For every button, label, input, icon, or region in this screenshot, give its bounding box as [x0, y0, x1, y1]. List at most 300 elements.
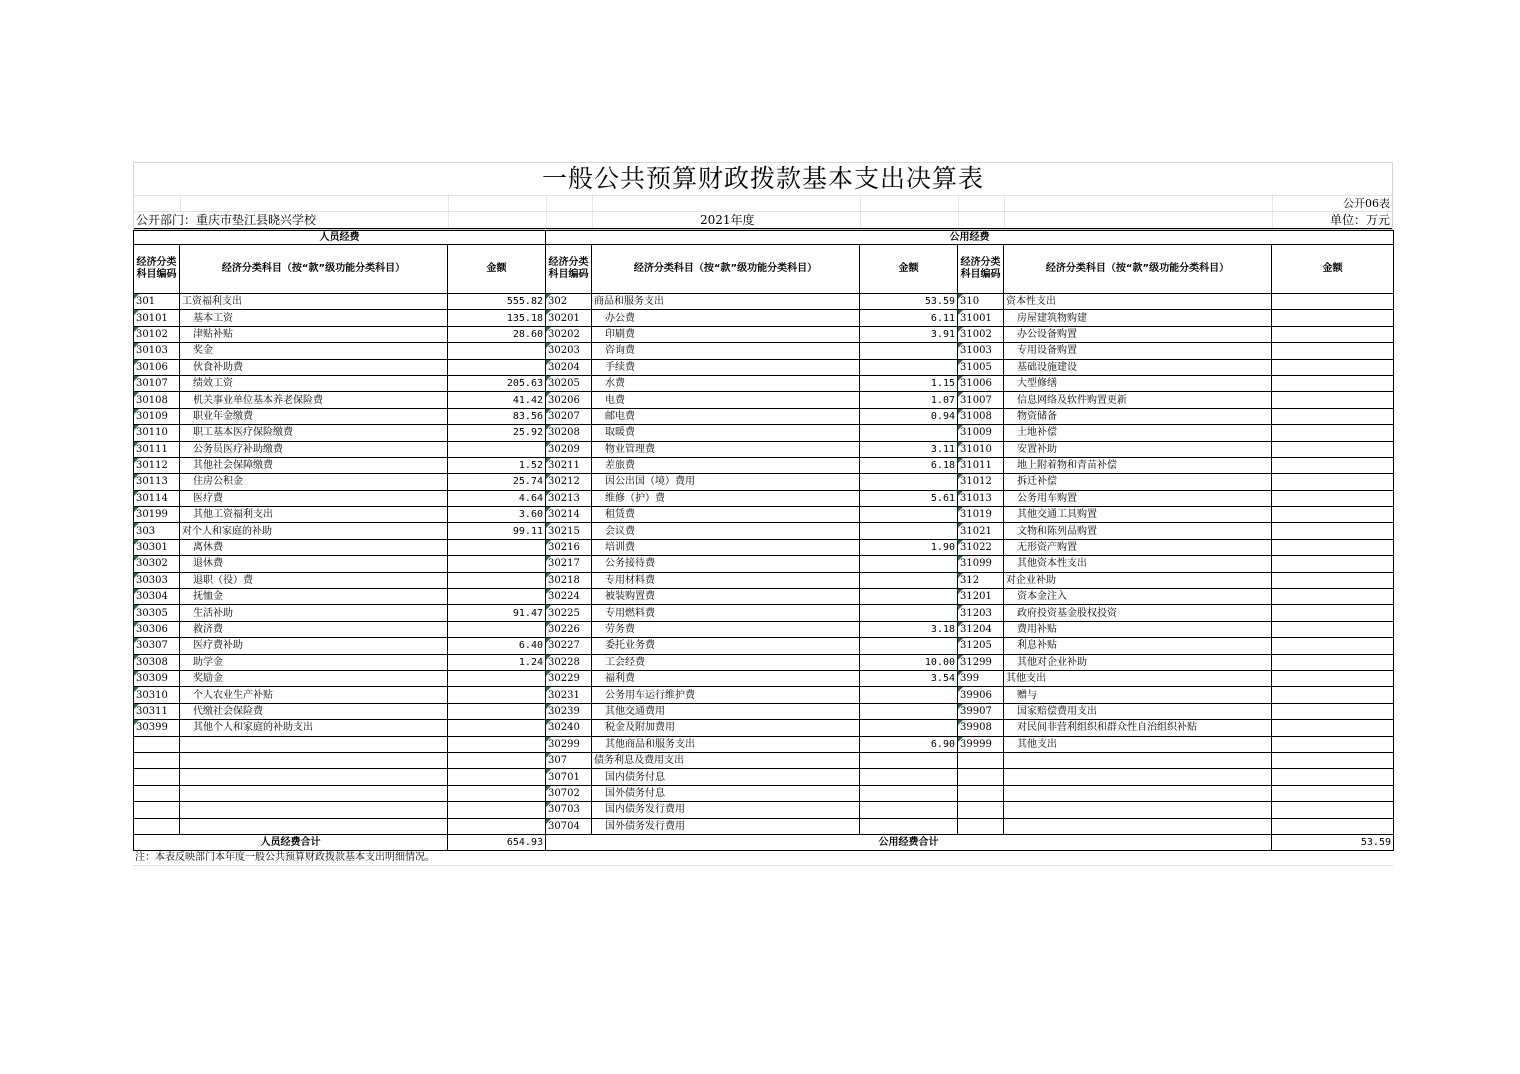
amount: 83.56 [448, 408, 546, 424]
category-code: 30240 [546, 720, 592, 736]
expense-table [133, 230, 1394, 851]
category-name: 其他工资福利支出 [180, 507, 448, 523]
amount [1272, 638, 1394, 654]
category-name: 助学金 [180, 654, 448, 670]
category-name: 印刷费 [592, 326, 860, 342]
category-code: 30102 [134, 326, 180, 342]
category-code: 30211 [546, 457, 592, 473]
category-name: 退职（役）费 [180, 572, 448, 588]
amount [1272, 720, 1394, 736]
amount [860, 802, 958, 818]
category-name: 税金及附加费用 [592, 720, 860, 736]
amount [860, 343, 958, 359]
amount [448, 572, 546, 588]
table-row [134, 654, 1394, 670]
category-code: 307 [546, 752, 592, 768]
category-name: 拆迁补偿 [1004, 474, 1272, 490]
table-row [134, 752, 1394, 768]
table-row [134, 785, 1394, 801]
amount [860, 818, 958, 834]
table-row [134, 605, 1394, 621]
category-code: 30304 [134, 589, 180, 605]
category-name: 劳务费 [592, 621, 860, 637]
category-name: 职工基本医疗保险缴费 [180, 425, 448, 441]
category-name: 其他支出 [1004, 736, 1272, 752]
category-name: 基础设施建设 [1004, 359, 1272, 375]
meta-row [134, 212, 1392, 229]
category-code: 30217 [546, 556, 592, 572]
category-name: 基本工资 [180, 310, 448, 326]
amount [1272, 556, 1394, 572]
amount [860, 589, 958, 605]
category-code: 31205 [958, 638, 1004, 654]
public-total-amount: 53.59 [1272, 834, 1394, 850]
amount [448, 720, 546, 736]
category-name: 退休费 [180, 556, 448, 572]
category-code: 30209 [546, 441, 592, 457]
sheet-header [133, 162, 1393, 230]
category-name: 维修（护）费 [592, 490, 860, 506]
amount: 1.52 [448, 457, 546, 473]
category-name [1004, 769, 1272, 785]
category-name [1004, 818, 1272, 834]
category-code [134, 785, 180, 801]
table-row [134, 720, 1394, 736]
category-name: 专用设备购置 [1004, 343, 1272, 359]
category-code: 30213 [546, 490, 592, 506]
category-code [958, 818, 1004, 834]
amount [1272, 736, 1394, 752]
amount [448, 589, 546, 605]
category-code: 30114 [134, 490, 180, 506]
category-code [958, 769, 1004, 785]
amount [860, 556, 958, 572]
category-name: 专用材料费 [592, 572, 860, 588]
category-code: 31019 [958, 507, 1004, 523]
amount [1272, 359, 1394, 375]
amount [1272, 621, 1394, 637]
category-code: 30703 [546, 802, 592, 818]
category-code [134, 736, 180, 752]
category-name: 其他对企业补助 [1004, 654, 1272, 670]
amount [860, 638, 958, 654]
amount [1272, 654, 1394, 670]
category-name: 其他支出 [1004, 670, 1272, 686]
amount [1272, 507, 1394, 523]
amount [860, 507, 958, 523]
category-code: 30212 [546, 474, 592, 490]
category-code: 30299 [546, 736, 592, 752]
table-row [134, 359, 1394, 375]
category-code: 39908 [958, 720, 1004, 736]
category-name: 机关事业单位基本养老保险费 [180, 392, 448, 408]
amount: 1.24 [448, 654, 546, 670]
category-code: 31008 [958, 408, 1004, 424]
category-name: 对个人和家庭的补助 [180, 523, 448, 539]
category-name: 救济费 [180, 621, 448, 637]
category-name: 其他社会保障缴费 [180, 457, 448, 473]
col-header-amount: 金额 [1272, 245, 1394, 294]
category-name: 无形资产购置 [1004, 539, 1272, 555]
table-row [134, 392, 1394, 408]
category-name: 医疗费 [180, 490, 448, 506]
category-name: 物资储备 [1004, 408, 1272, 424]
table-row [134, 769, 1394, 785]
table-row [134, 408, 1394, 424]
amount [860, 720, 958, 736]
category-code: 31006 [958, 375, 1004, 391]
category-name: 费用补贴 [1004, 621, 1272, 637]
amount [448, 752, 546, 768]
category-name: 奖励金 [180, 670, 448, 686]
amount [860, 785, 958, 801]
category-code: 39999 [958, 736, 1004, 752]
category-code: 31013 [958, 490, 1004, 506]
category-code: 30702 [546, 785, 592, 801]
category-name: 文物和陈列品购置 [1004, 523, 1272, 539]
table-row [134, 589, 1394, 605]
category-code [958, 785, 1004, 801]
category-name: 伙食补助费 [180, 359, 448, 375]
category-code: 31005 [958, 359, 1004, 375]
personnel-total-label: 人员经费合计 [134, 834, 448, 850]
category-name: 国外债务付息 [592, 785, 860, 801]
category-code: 30308 [134, 654, 180, 670]
category-code: 303 [134, 523, 180, 539]
amount [1272, 802, 1394, 818]
category-name: 邮电费 [592, 408, 860, 424]
table-row [134, 375, 1394, 391]
amount [860, 425, 958, 441]
category-name: 赠与 [1004, 687, 1272, 703]
table-row [134, 818, 1394, 834]
category-name [180, 785, 448, 801]
amount: 1.07 [860, 392, 958, 408]
amount: 5.61 [860, 490, 958, 506]
table-row [134, 703, 1394, 719]
category-code: 30310 [134, 687, 180, 703]
col-header-name: 经济分类科目（按“款”级功能分类科目） [180, 245, 448, 294]
amount [860, 752, 958, 768]
amount [448, 556, 546, 572]
amount [1272, 752, 1394, 768]
category-code: 30704 [546, 818, 592, 834]
table-row [134, 687, 1394, 703]
category-code: 30203 [546, 343, 592, 359]
category-name: 工资福利支出 [180, 294, 448, 310]
category-name: 土地补偿 [1004, 425, 1272, 441]
category-name: 商品和服务支出 [592, 294, 860, 310]
category-name: 津贴补贴 [180, 326, 448, 342]
amount [860, 703, 958, 719]
table-row [134, 326, 1394, 342]
amount [448, 343, 546, 359]
category-code: 30301 [134, 539, 180, 555]
table-row [134, 802, 1394, 818]
category-code: 30306 [134, 621, 180, 637]
category-name: 办公设备购置 [1004, 326, 1272, 342]
category-name: 培训费 [592, 539, 860, 555]
category-code: 30307 [134, 638, 180, 654]
category-code: 30228 [546, 654, 592, 670]
amount: 6.11 [860, 310, 958, 326]
category-name: 水费 [592, 375, 860, 391]
amount [1272, 572, 1394, 588]
category-code: 30205 [546, 375, 592, 391]
table-row [134, 441, 1394, 457]
amount [1272, 343, 1394, 359]
amount [1272, 441, 1394, 457]
category-name: 医疗费补助 [180, 638, 448, 654]
category-code: 30202 [546, 326, 592, 342]
category-name: 地上附着物和青苗补偿 [1004, 457, 1272, 473]
table-row [134, 523, 1394, 539]
category-code: 30101 [134, 310, 180, 326]
form-number: 公开06表 [1343, 197, 1390, 210]
amount: 99.11 [448, 523, 546, 539]
amount [860, 474, 958, 490]
amount [860, 359, 958, 375]
category-name: 离休费 [180, 539, 448, 555]
category-code: 30204 [546, 359, 592, 375]
category-name [180, 818, 448, 834]
amount [1272, 310, 1394, 326]
category-code: 30103 [134, 343, 180, 359]
amount [448, 441, 546, 457]
category-code: 31007 [958, 392, 1004, 408]
table-row [134, 736, 1394, 752]
amount: 3.54 [860, 670, 958, 686]
category-code: 399 [958, 670, 1004, 686]
category-code [134, 802, 180, 818]
public-total-label: 公用经费合计 [546, 834, 1272, 850]
category-name: 资本性支出 [1004, 294, 1272, 310]
category-code: 31012 [958, 474, 1004, 490]
amount [1272, 392, 1394, 408]
category-name: 对企业补助 [1004, 572, 1272, 588]
category-code: 39906 [958, 687, 1004, 703]
amount [448, 359, 546, 375]
table-row [134, 638, 1394, 654]
amount: 6.40 [448, 638, 546, 654]
category-code: 31299 [958, 654, 1004, 670]
amount [860, 769, 958, 785]
amount [1272, 605, 1394, 621]
amount: 3.18 [860, 621, 958, 637]
unit-label: 单位：万元 [1329, 213, 1390, 227]
category-code: 30110 [134, 425, 180, 441]
amount: 28.60 [448, 326, 546, 342]
category-name: 取暖费 [592, 425, 860, 441]
table-row [134, 556, 1394, 572]
category-name: 安置补助 [1004, 441, 1272, 457]
section-header-row [134, 231, 1394, 245]
category-name: 对民间非营利组织和群众性自治组织补贴 [1004, 720, 1272, 736]
category-code: 30239 [546, 703, 592, 719]
category-name [1004, 802, 1272, 818]
col-header-name: 经济分类科目（按“款”级功能分类科目） [1004, 245, 1272, 294]
category-code: 31099 [958, 556, 1004, 572]
category-code: 30208 [546, 425, 592, 441]
category-name: 专用燃料费 [592, 605, 860, 621]
amount: 10.00 [860, 654, 958, 670]
table-row [134, 490, 1394, 506]
amount [1272, 474, 1394, 490]
category-code: 30201 [546, 310, 592, 326]
category-code: 30227 [546, 638, 592, 654]
category-name: 差旅费 [592, 457, 860, 473]
form-number-row [134, 196, 1392, 212]
col-header-name: 经济分类科目（按“款”级功能分类科目） [592, 245, 860, 294]
amount: 6.18 [860, 457, 958, 473]
category-name: 其他交通工具购置 [1004, 507, 1272, 523]
amount [1272, 818, 1394, 834]
amount: 3.60 [448, 507, 546, 523]
category-name: 公务接待费 [592, 556, 860, 572]
amount [448, 802, 546, 818]
category-name: 公务用车购置 [1004, 490, 1272, 506]
category-name: 国家赔偿费用支出 [1004, 703, 1272, 719]
category-code: 30225 [546, 605, 592, 621]
amount [448, 736, 546, 752]
category-name: 大型修缮 [1004, 375, 1272, 391]
category-name: 租赁费 [592, 507, 860, 523]
amount: 1.15 [860, 375, 958, 391]
category-code: 30107 [134, 375, 180, 391]
amount: 1.90 [860, 539, 958, 555]
category-code: 30701 [546, 769, 592, 785]
amount [860, 687, 958, 703]
category-name: 工会经费 [592, 654, 860, 670]
footnote: 注：本表反映部门本年度一般公共预算财政拨款基本支出明细情况。 [133, 851, 1393, 866]
amount [448, 687, 546, 703]
category-name: 会议费 [592, 523, 860, 539]
category-name: 委托业务费 [592, 638, 860, 654]
category-name: 手续费 [592, 359, 860, 375]
category-code: 31009 [958, 425, 1004, 441]
amount [1272, 687, 1394, 703]
category-code: 302 [546, 294, 592, 310]
amount [1272, 326, 1394, 342]
category-code: 31201 [958, 589, 1004, 605]
category-name [180, 736, 448, 752]
category-code: 31001 [958, 310, 1004, 326]
category-code: 301 [134, 294, 180, 310]
category-code: 310 [958, 294, 1004, 310]
category-code: 30109 [134, 408, 180, 424]
amount [448, 539, 546, 555]
amount: 41.42 [448, 392, 546, 408]
category-name: 因公出国（境）费用 [592, 474, 860, 490]
category-name: 信息网络及软件购置更新 [1004, 392, 1272, 408]
category-name: 被装购置费 [592, 589, 860, 605]
category-name: 房屋建筑物购建 [1004, 310, 1272, 326]
category-code: 31021 [958, 523, 1004, 539]
table-row [134, 621, 1394, 637]
category-code: 30226 [546, 621, 592, 637]
table-row [134, 572, 1394, 588]
table-row [134, 294, 1394, 310]
category-name: 住房公积金 [180, 474, 448, 490]
table-row [134, 670, 1394, 686]
category-name: 其他交通费用 [592, 703, 860, 719]
table-row [134, 343, 1394, 359]
category-name: 其他资本性支出 [1004, 556, 1272, 572]
category-name: 奖金 [180, 343, 448, 359]
totals-row [134, 834, 1394, 850]
amount [1272, 769, 1394, 785]
category-name: 其他商品和服务支出 [592, 736, 860, 752]
amount: 25.92 [448, 425, 546, 441]
amount [448, 703, 546, 719]
category-name: 办公费 [592, 310, 860, 326]
year-label: 2021年度 [700, 213, 755, 227]
category-name: 职业年金缴费 [180, 408, 448, 424]
section-personnel: 人员经费 [134, 231, 546, 245]
category-code: 30207 [546, 408, 592, 424]
amount [448, 621, 546, 637]
category-code: 30216 [546, 539, 592, 555]
category-code: 30218 [546, 572, 592, 588]
category-code: 31022 [958, 539, 1004, 555]
amount: 4.64 [448, 490, 546, 506]
category-name: 绩效工资 [180, 375, 448, 391]
category-code: 31002 [958, 326, 1004, 342]
category-code [958, 752, 1004, 768]
amount: 135.18 [448, 310, 546, 326]
category-code: 30199 [134, 507, 180, 523]
amount: 555.82 [448, 294, 546, 310]
amount [1272, 670, 1394, 686]
amount: 53.59 [860, 294, 958, 310]
category-code: 30215 [546, 523, 592, 539]
category-name: 债务利息及费用支出 [592, 752, 860, 768]
category-name: 公务用车运行维护费 [592, 687, 860, 703]
category-code: 30229 [546, 670, 592, 686]
category-code: 30309 [134, 670, 180, 686]
amount [1272, 408, 1394, 424]
amount [448, 769, 546, 785]
category-name: 国外债务发行费用 [592, 818, 860, 834]
amount [1272, 703, 1394, 719]
table-row [134, 425, 1394, 441]
amount [1272, 785, 1394, 801]
category-code: 30302 [134, 556, 180, 572]
amount [1272, 523, 1394, 539]
category-name: 电费 [592, 392, 860, 408]
amount [1272, 490, 1394, 506]
table-row [134, 457, 1394, 473]
amount [860, 572, 958, 588]
category-code: 30206 [546, 392, 592, 408]
page-title: 一般公共预算财政拨款基本支出决算表 [134, 163, 1392, 196]
amount [1272, 294, 1394, 310]
category-code: 312 [958, 572, 1004, 588]
category-name: 抚恤金 [180, 589, 448, 605]
category-name: 政府投资基金股权投资 [1004, 605, 1272, 621]
category-code: 30224 [546, 589, 592, 605]
category-code: 31003 [958, 343, 1004, 359]
category-name: 代缴社会保险费 [180, 703, 448, 719]
personnel-total-amount: 654.93 [448, 834, 546, 850]
category-code: 30303 [134, 572, 180, 588]
category-name [1004, 785, 1272, 801]
category-name: 物业管理费 [592, 441, 860, 457]
amount [1272, 375, 1394, 391]
category-code: 30113 [134, 474, 180, 490]
col-header-amount: 金额 [448, 245, 546, 294]
category-code: 30108 [134, 392, 180, 408]
